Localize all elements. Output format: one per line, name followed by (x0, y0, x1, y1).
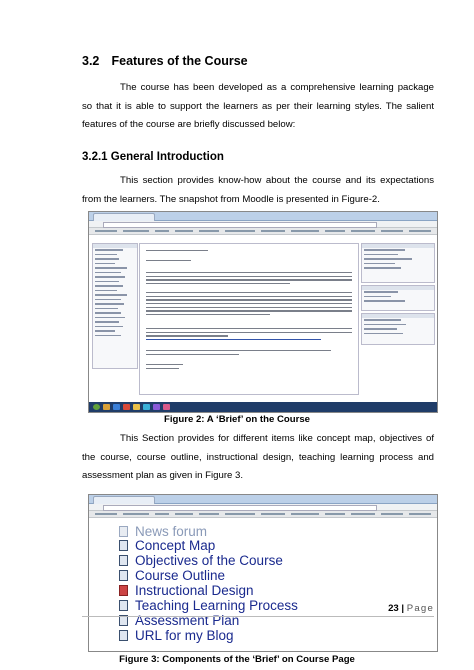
link-icon (119, 630, 128, 641)
intro-paragraph: The course has been developed as a comprehensive learning package so that it is able to support the learners as per their learning styles. The salient features of the course are briefly discussed below: (82, 82, 434, 131)
subsection-heading: 3.2.1 General Introduction (82, 151, 224, 163)
blog-url-label: URL for my Blog (135, 627, 234, 643)
browser-bookmarks-bar (89, 228, 437, 235)
presentation-icon (119, 585, 128, 596)
figure3-screenshot (88, 494, 438, 652)
footer-rule (82, 616, 434, 617)
document-icon (119, 555, 128, 566)
section-number: 3.2 (82, 54, 100, 68)
teaching-learning-item[interactable] (119, 598, 298, 612)
news-forum-item[interactable] (119, 524, 207, 538)
instructional-design-label: Instructional Design (135, 582, 254, 598)
teaching-learning-label: Teaching Learning Process (135, 597, 298, 613)
page-number-label: Page (406, 603, 434, 614)
section-heading (82, 54, 248, 68)
section-title: Features of the Course (111, 54, 248, 68)
moodle-right-block-2 (361, 285, 435, 311)
figure2-caption: Figure 2: A ‘Brief’ on the Course (163, 414, 311, 425)
browser-tab (93, 213, 155, 221)
figure2-screenshot (88, 211, 438, 413)
browser-tab (93, 496, 155, 504)
browser-tab-bar (89, 495, 437, 504)
assessment-plan-label: Assessment Plan (135, 612, 240, 628)
forum-icon (119, 526, 128, 537)
objectives-label: Objectives of the Course (135, 552, 283, 568)
document-icon (119, 600, 128, 611)
course-outline-label: Course Outline (135, 567, 226, 583)
objectives-item[interactable] (119, 553, 283, 567)
browser-bookmarks-bar (89, 511, 437, 518)
page-number-separator: | (401, 603, 405, 614)
instructional-design-item[interactable] (119, 583, 254, 597)
page-number (388, 603, 434, 614)
moodle-right-block-3 (361, 313, 435, 345)
news-forum-label: News forum (135, 523, 208, 539)
moodle-left-block (92, 243, 138, 369)
windows-taskbar (89, 402, 437, 412)
course-outline-item[interactable] (119, 568, 225, 582)
document-icon (119, 540, 128, 551)
browser-address-bar (89, 504, 437, 511)
moodle-right-block-1 (361, 243, 435, 283)
concept-map-item[interactable] (119, 538, 215, 552)
figure3-caption: Figure 3: Components of the ‘Brief’ on Course Page (119, 654, 355, 665)
general-paragraph: This section provides know-how about the course and its expectations from the learners. The snapshot from Moodle is presented in Figure-2. (82, 175, 434, 205)
page-number-value: 23 (388, 603, 399, 614)
document-icon (119, 570, 128, 581)
concept-map-label: Concept Map (135, 537, 216, 553)
moodle-center-content (139, 243, 359, 395)
browser-tab-bar (89, 212, 437, 221)
items-paragraph: This Section provides for different items like concept map, objectives of the course, course outline, instructional design, teaching learning process and assessment plan as given in Figure 3. (82, 433, 434, 482)
blog-url-item[interactable] (119, 628, 234, 642)
browser-address-bar (89, 221, 437, 228)
